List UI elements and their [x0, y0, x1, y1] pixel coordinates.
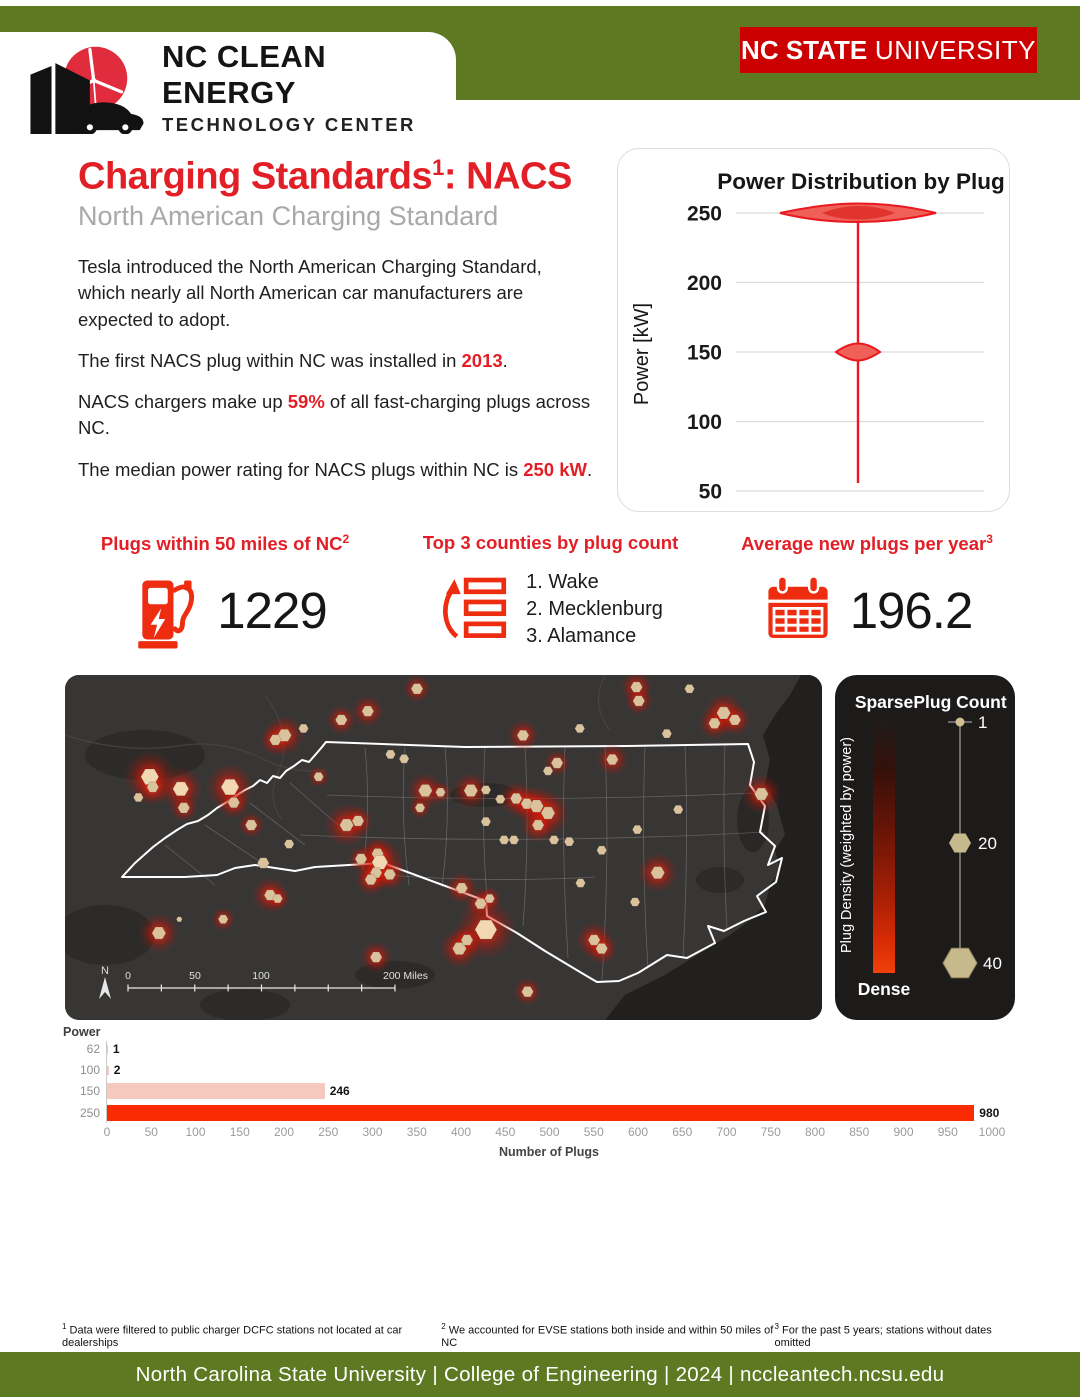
svg-text:200 Miles: 200 Miles	[383, 970, 428, 982]
bar-value-label: 2	[113, 1063, 121, 1077]
plug-count-1-label: 1	[978, 713, 988, 732]
page-subtitle: North American Charging Standard	[78, 201, 499, 231]
nc-state-university-badge	[740, 27, 1037, 73]
map-sound	[696, 867, 744, 893]
x-axis-tick: 300	[362, 1125, 383, 1139]
x-axis-tick: 100	[185, 1125, 206, 1139]
bar-chart-ylabel: Power	[63, 1025, 101, 1039]
violin-gridlines	[687, 203, 984, 504]
nc-state-wordmark-regular: UNIVERSITY	[867, 34, 1036, 65]
stat-top-counties	[398, 532, 703, 650]
x-axis-tick: 700	[716, 1125, 737, 1139]
logo-subtitle: TECHNOLOGY CENTER	[162, 114, 416, 135]
bar-row	[60, 1061, 1050, 1079]
x-axis-tick: 850	[849, 1125, 870, 1139]
svg-text:0: 0	[125, 970, 131, 982]
plug-count-40-marker	[943, 948, 977, 977]
bar-value-label: 1	[112, 1042, 120, 1056]
svg-text:200: 200	[686, 272, 722, 295]
bar-category-label: 250	[79, 1106, 100, 1120]
nc-clean-energy-logo-card	[0, 32, 456, 143]
plug-count-1-marker	[956, 718, 965, 727]
svg-text:100: 100	[252, 970, 270, 982]
x-axis-tick: 350	[406, 1125, 427, 1139]
plug-count-bar-chart	[60, 1023, 1050, 1168]
svg-text:50: 50	[698, 480, 722, 504]
x-axis-tick: 950	[937, 1125, 958, 1139]
bar	[107, 1066, 109, 1075]
stat-title: Plugs within 50 miles of $NC^2$	[100, 532, 350, 555]
plug-count-20-label: 20	[978, 834, 997, 853]
stat-value: 1229	[217, 581, 327, 639]
x-axis-tick: 500	[539, 1125, 560, 1139]
bar-value-label: 246	[329, 1084, 350, 1098]
nc-charging-map	[65, 675, 822, 1020]
x-axis-tick: 250	[318, 1125, 339, 1139]
x-axis-tick: 0	[103, 1125, 111, 1139]
calendar-icon	[762, 569, 834, 651]
intro-paragraphs	[78, 254, 594, 498]
bar-value-label: 980	[979, 1106, 1000, 1120]
x-axis-tick: 200	[273, 1125, 295, 1139]
intro-paragraph-4: The median power rating for NACS plugs within NC is 250 kW.	[78, 458, 593, 480]
bar-category-label: 150	[79, 1084, 100, 1098]
bar	[107, 1105, 974, 1121]
x-axis-tick: 750	[760, 1125, 781, 1139]
nc-state-wordmark-bold: NC STATE	[741, 34, 868, 65]
north-label: N	[101, 965, 109, 977]
svg-text:250: 250	[686, 202, 722, 226]
bar-row	[60, 1104, 1050, 1122]
footer-text: North Carolina State University | College of Engineering | 2024 | nccleantech.ncsu.edu	[135, 1362, 945, 1386]
x-axis-tick: 150	[229, 1125, 250, 1139]
county-ranking-list	[526, 569, 663, 650]
bar-row	[60, 1040, 1050, 1058]
x-axis-tick: 1000	[978, 1125, 1006, 1139]
intro-paragraph-2: The first NACS plug within NC was installed in 2013.	[78, 349, 508, 371]
density-gradient-bar	[873, 719, 895, 973]
bar	[107, 1083, 325, 1099]
logo-title: NC CLEAN ENERGY	[162, 39, 327, 110]
legend-density-title: Plug Density (weighted by power)	[839, 737, 855, 953]
ev-charger-icon	[123, 569, 201, 651]
bar-category-label: 62	[86, 1042, 100, 1056]
map-legend	[835, 675, 1015, 1020]
footnote-1: $^1$ Data were filtered to public charger DCFC stations not located at car dealerships	[62, 1322, 403, 1349]
x-axis-tick: 800	[804, 1125, 826, 1139]
bar	[107, 1045, 108, 1054]
legend-canvas	[835, 675, 1015, 1020]
intro-paragraph-1: Tesla introduced the North American Charging Standard, which nearly all North American car manufacturers are expected to adopt.	[78, 256, 542, 330]
violin-shape	[780, 204, 936, 484]
stat-title: Average new plugs per year$^3$	[741, 532, 993, 555]
page-title: Charging Standards$^1$: NACS	[78, 155, 572, 198]
legend-plug-count-title: Plug Count	[913, 692, 1007, 712]
ranked-list-icon	[438, 568, 510, 650]
violin-title: Power Distribution by Plug	[717, 169, 1005, 194]
nc-clean-energy-logo-icon	[26, 42, 148, 134]
footer-band	[0, 1352, 1080, 1397]
plug-count-40-label: 40	[983, 954, 1002, 973]
plug-count-20-marker	[949, 834, 971, 853]
stat-value: 196.2	[849, 581, 973, 639]
footnote-3: $^3$ For the past 5 years; stations without dates omitted	[774, 1322, 992, 1349]
x-axis-tick: 400	[450, 1125, 472, 1139]
stat-title: Top 3 counties by plug count	[422, 532, 679, 553]
stat-average-new-plugs	[712, 532, 1022, 651]
bar-row	[60, 1082, 1050, 1100]
violin-ylabel: Power [kW]	[631, 302, 653, 406]
stat-plugs-within-50-miles	[60, 532, 390, 651]
legend-sparse-label: Sparse	[854, 692, 914, 712]
bar-chart-xlabel: Number of Plugs	[498, 1145, 600, 1159]
county-rank-3: 3. Alamance	[526, 624, 637, 647]
x-axis-tick: 550	[583, 1125, 604, 1139]
x-axis-tick: 600	[627, 1125, 649, 1139]
violin-plot	[618, 149, 1010, 512]
intro-paragraph-3: NACS chargers make up 59% of all fast-charging plugs across NC.	[78, 391, 591, 439]
svg-text:150: 150	[686, 341, 722, 365]
county-rank-2: 2. Mecklenburg	[526, 597, 663, 620]
svg-text:100: 100	[686, 411, 722, 434]
x-axis-tick: 50	[144, 1125, 158, 1139]
nc-clean-energy-logo-text	[162, 39, 456, 136]
power-distribution-chart-card	[617, 148, 1010, 512]
footnote-2: $^2$ We accounted for EVSE stations both inside and within 50 miles of NC	[441, 1322, 774, 1349]
bar-category-label: 100	[79, 1063, 100, 1077]
footnotes	[62, 1322, 1018, 1349]
x-axis-tick: 650	[672, 1125, 693, 1139]
x-axis-tick: 900	[893, 1125, 914, 1139]
county-rank-1: 1. Wake	[526, 570, 599, 593]
svg-text:50: 50	[189, 970, 201, 982]
map-canvas	[65, 675, 822, 1020]
title-footnote-marker: 1	[432, 155, 444, 180]
x-axis-tick: 450	[495, 1125, 516, 1139]
legend-dense-label: Dense	[857, 979, 911, 999]
